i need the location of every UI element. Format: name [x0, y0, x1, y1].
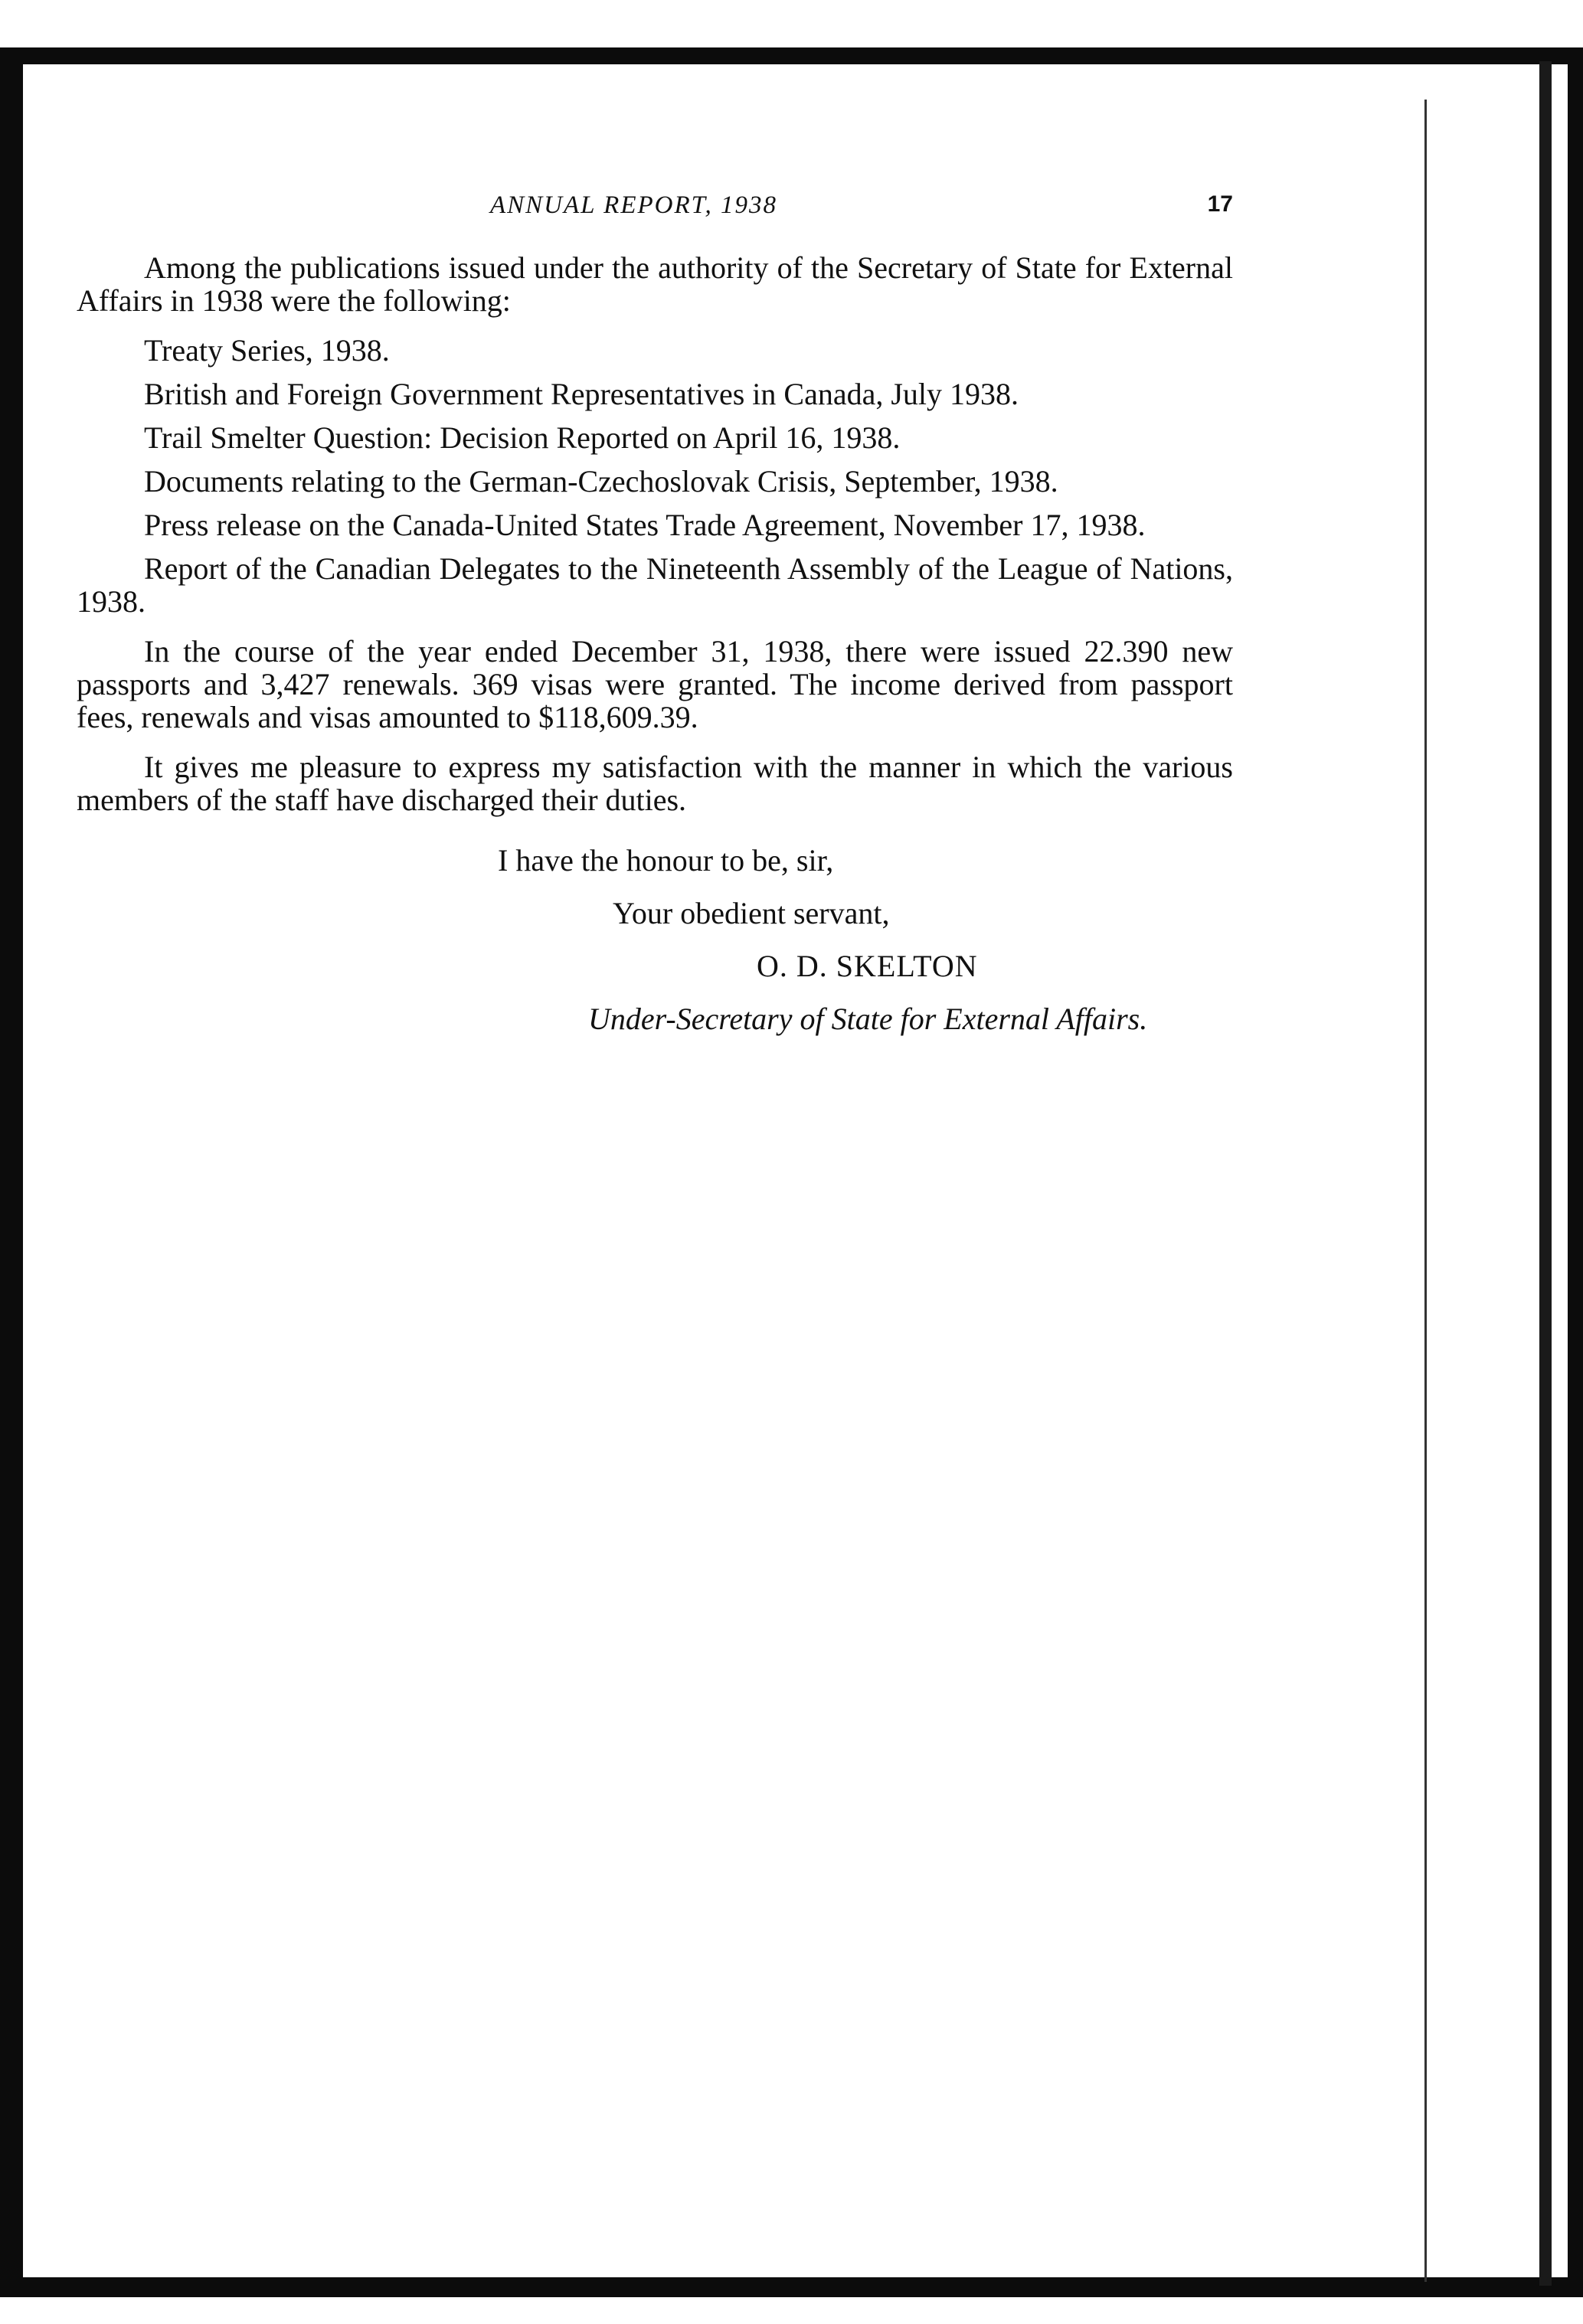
running-head: ANNUAL REPORT, 1938: [490, 191, 778, 219]
publication-item: Documents relating to the German-Czechoslovak Crisis, September, 1938.: [144, 464, 1058, 498]
page-number: 17: [1207, 191, 1233, 217]
signatory-name: O. D. SKELTON: [757, 949, 978, 983]
letter-closing: [77, 844, 1233, 1035]
passports-paragraph: In the course of the year ended December 31, 1938, there were issued 22.390 new passports and 3,427 renewals. 369 visas were granted. The income derived from passport fees, renewals and visas amounted to $118,609.39.: [77, 634, 1233, 734]
page-frame-left: [0, 47, 23, 2297]
closing-valediction: Your obedient servant,: [613, 896, 890, 930]
publications-list: [77, 334, 1233, 618]
publication-item: Press release on the Canada-United States Trade Agreement, November 17, 1938.: [144, 508, 1146, 542]
intro-paragraph: Among the publications issued under the authority of the Secretary of State for External Affairs in 1938 were the following:: [77, 250, 1233, 318]
publication-item: British and Foreign Government Representatives in Canada, July 1938.: [144, 377, 1019, 411]
publication-item: Trail Smelter Question: Decision Reported on April 16, 1938.: [144, 420, 901, 455]
closing-salutation: I have the honour to be, sir,: [498, 843, 834, 878]
publication-item: Treaty Series, 1938.: [144, 333, 390, 368]
page-body: [77, 191, 1233, 1055]
page-frame-top: [0, 47, 1583, 64]
page-frame-right-inner: [1539, 61, 1552, 2286]
signatory-title: Under-Secretary of State for External Affairs.: [588, 1002, 1148, 1036]
binding-rule: [1424, 100, 1427, 2282]
publication-item: Report of the Canadian Delegates to the Nineteenth Assembly of the League of Nations, 1938.: [77, 551, 1233, 619]
staff-paragraph: It gives me pleasure to express my satisfaction with the manner in which the various members of the staff have discharged their duties.: [77, 750, 1233, 817]
page-header: [77, 191, 1233, 237]
page-frame-right: [1568, 47, 1583, 2297]
page-frame-bottom: [0, 2277, 1583, 2297]
